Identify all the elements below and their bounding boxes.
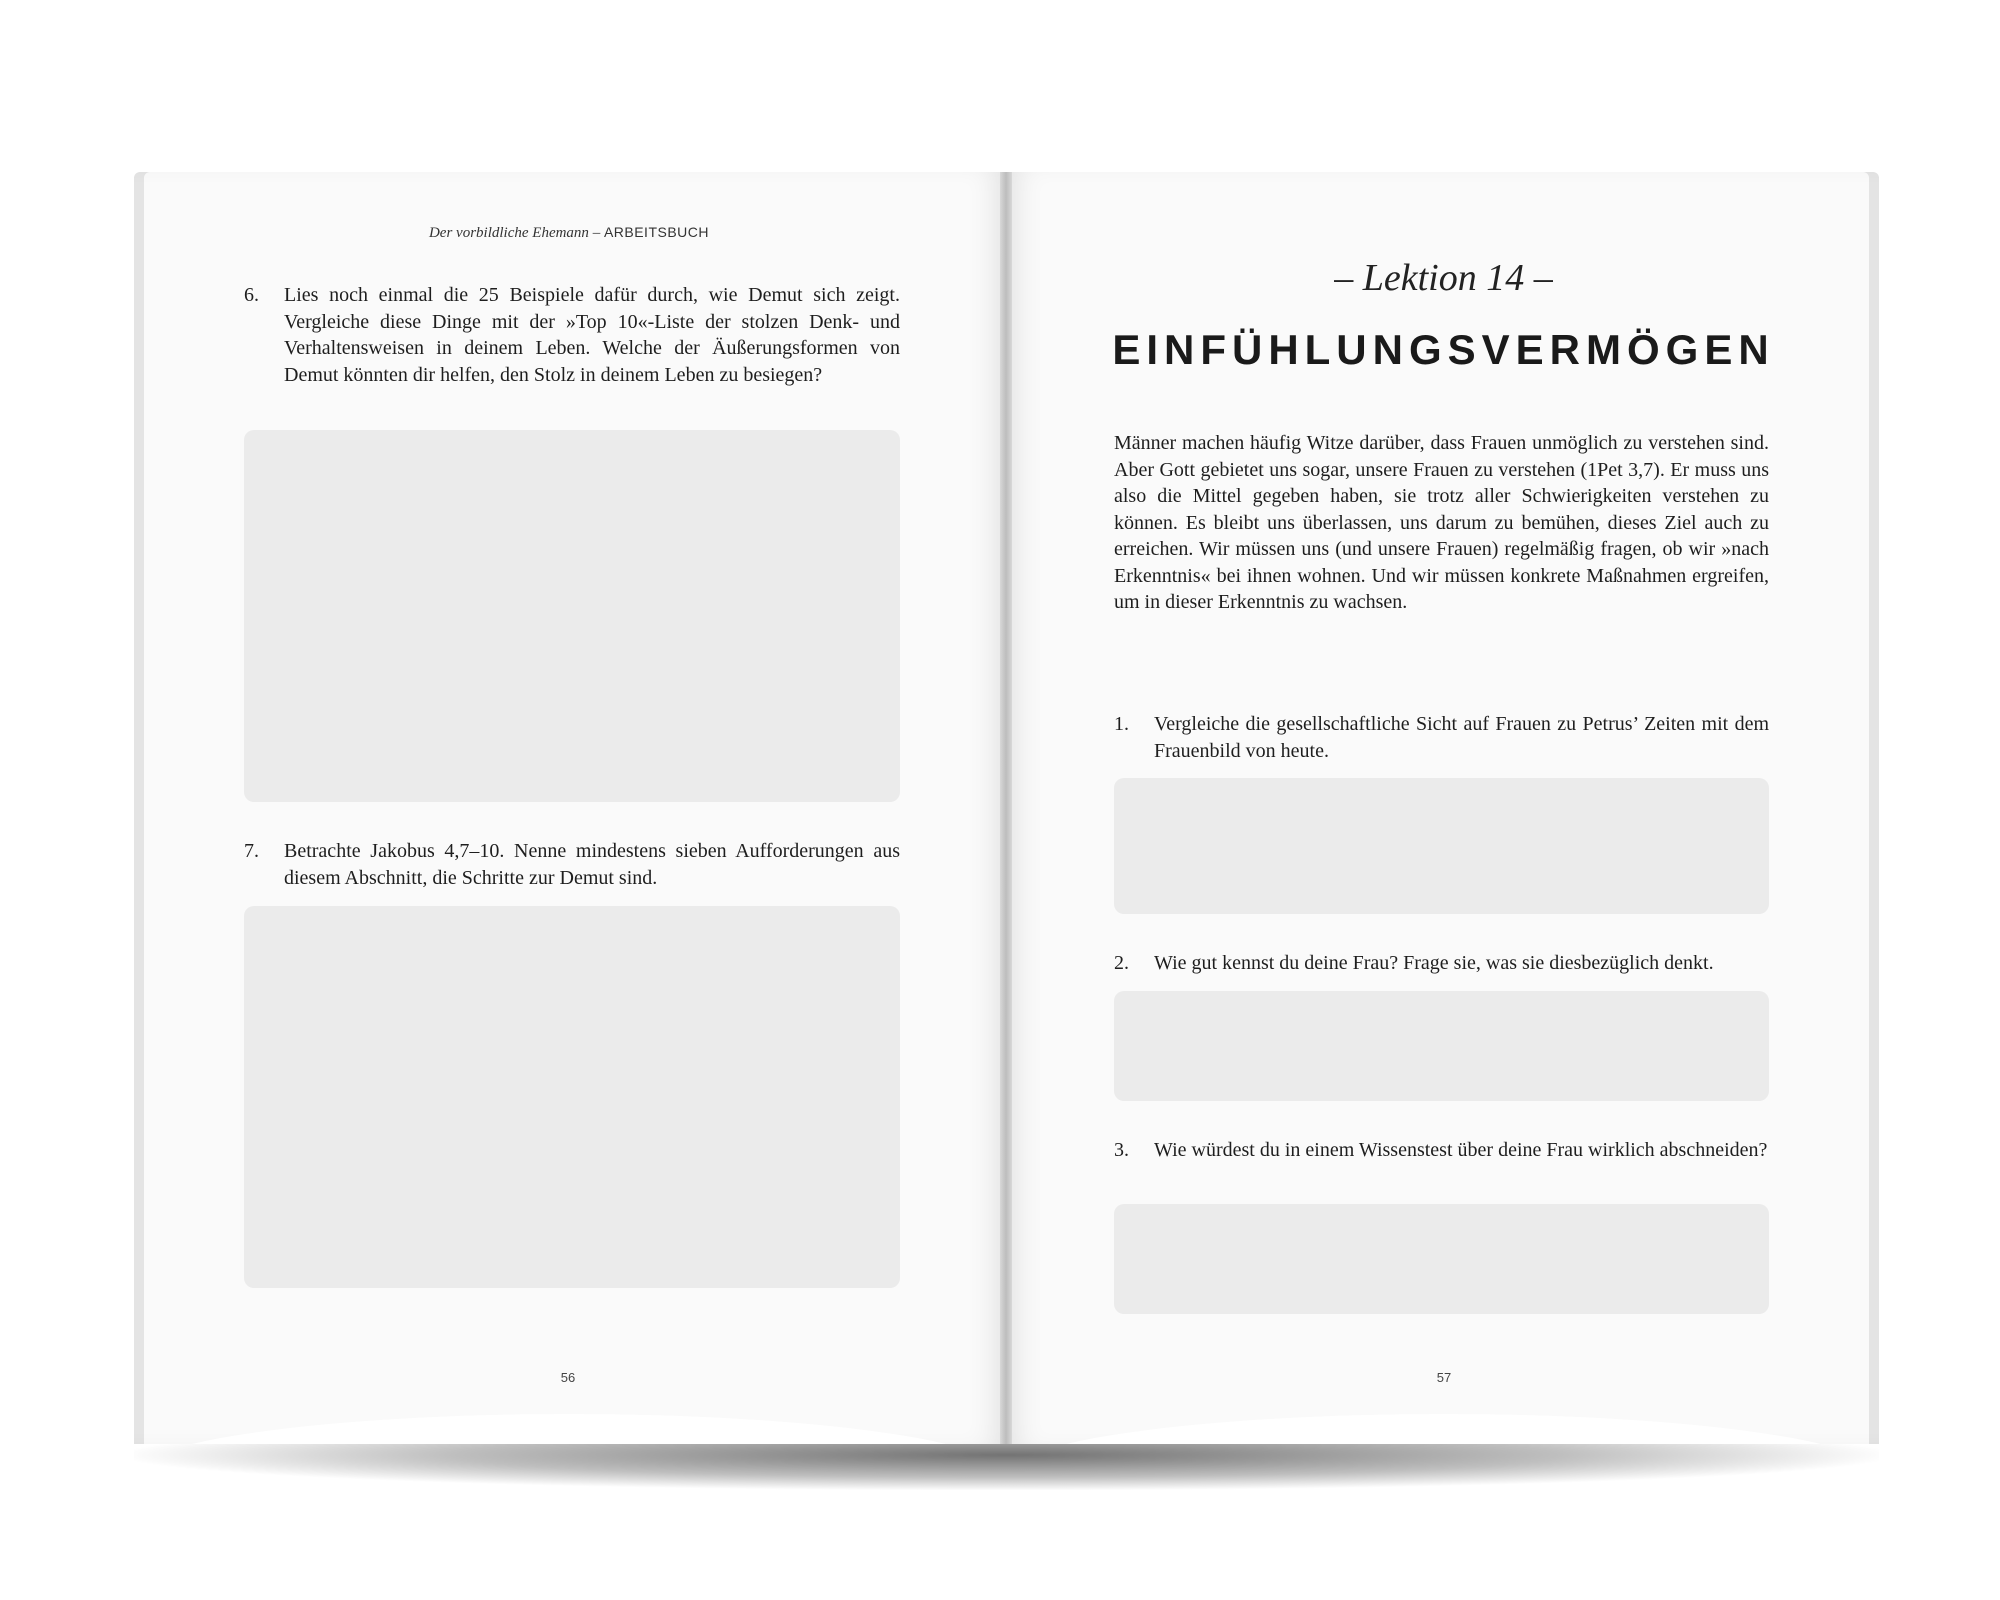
answer-box-3[interactable] (1114, 1204, 1769, 1314)
answer-box-2[interactable] (1114, 991, 1769, 1101)
running-header-separator: – (588, 225, 604, 241)
running-header (134, 224, 1004, 242)
page-number-right: 57 (1436, 1370, 1452, 1385)
question-6 (244, 282, 900, 388)
lesson-title: EINFÜHLUNGSVERMÖGEN (1112, 326, 1775, 373)
answer-box-6[interactable] (244, 430, 900, 802)
page-number-left: 56 (560, 1370, 576, 1385)
question-3 (1114, 1137, 1769, 1164)
question-text: Betrachte Jakobus 4,7–10. Nenne mindestens sieben Aufforderungen aus diesem Abschnitt, die Schritte zur Demut sind. (284, 840, 900, 889)
answer-box-1[interactable] (1114, 778, 1769, 914)
running-header-subtitle: ARBEITSBUCH (603, 224, 710, 240)
question-number: 1. (1114, 713, 1129, 735)
question-text: Lies noch einmal die 25 Beispiele dafür durch, wie Demut sich zeigt. Vergleiche diese Dinge mit der »Top 10«-Liste der stolzen Denk- und Verhaltensweisen in deinem Leben. Welche der Äußerungsformen von Demut könnten dir helfen, den Stolz in deinem Leben zu besiegen? (284, 284, 900, 386)
question-1 (1114, 711, 1769, 764)
question-number: 7. (244, 840, 259, 862)
running-header-title: Der vorbildliche Ehemann (428, 225, 589, 241)
question-7 (244, 838, 900, 891)
question-text: Wie würdest du in einem Wissenstest über deine Frau wirklich abschneiden? (1154, 1139, 1768, 1161)
question-text: Wie gut kennst du deine Frau? Frage sie, was sie diesbezüglich denkt. (1154, 952, 1714, 974)
lesson-intro: Männer machen häufig Witze darüber, dass Frauen unmöglich zu verstehen sind. Aber Gott gebietet uns sogar, unsere Frauen zu verstehen (1Pet 3,7). Er muss uns also die Mittel gegeben haben, sie trotz aller Schwierigkeiten verstehen zu können. Es bleibt uns überlassen, uns darum zu bemühen, dieses Ziel auch zu erreichen. Wir müssen uns (und unsere Frauen) regelmäßig fragen, ob wir »nach Erkenntnis« bei ihnen wohnen. Und wir müssen konkrete Maßnahmen ergreifen, um in dieser Erkenntnis zu wachsen. (1114, 432, 1769, 613)
question-2 (1114, 950, 1769, 977)
answer-box-7[interactable] (244, 906, 900, 1288)
question-text: Vergleiche die gesellschaftliche Sicht auf Frauen zu Petrus’ Zeiten mit dem Frauenbild von heute. (1154, 713, 1769, 762)
question-number: 6. (244, 284, 259, 306)
question-number: 3. (1114, 1139, 1129, 1161)
lesson-label: – Lektion 14 – (1334, 257, 1553, 299)
question-number: 2. (1114, 952, 1129, 974)
